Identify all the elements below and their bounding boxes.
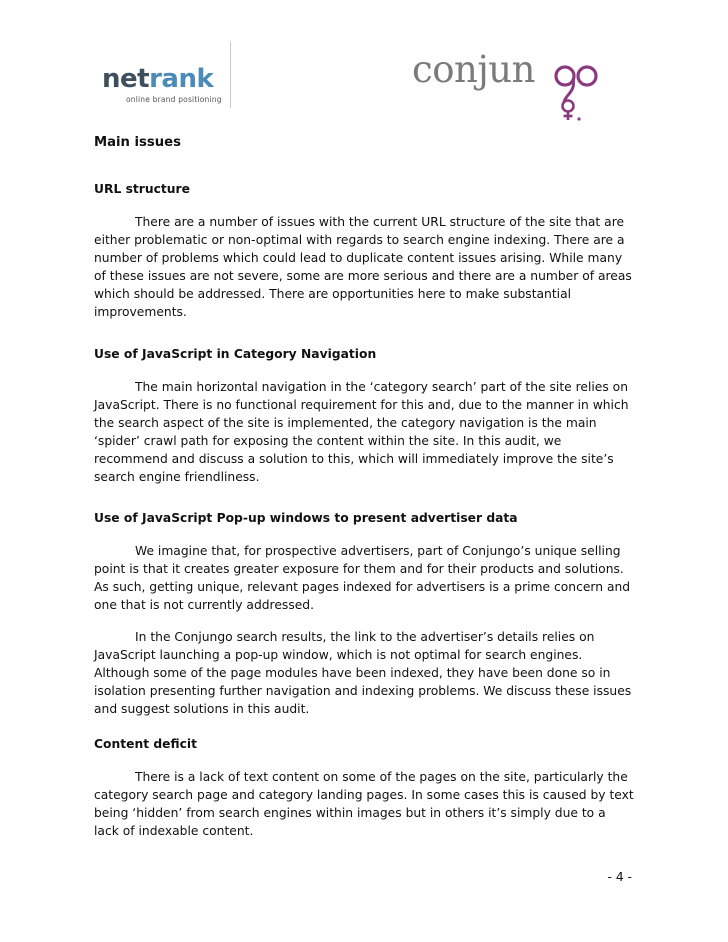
section-paragraph: In the Conjungo search results, the link to the advertiser’s details relies on JavaScript launching a pop-up window, which is not optimal for search engines. Although some of the page modules have been indexed, they have been done so in isolation presenting further navigation and indexing problems. We discuss these issues and suggest solutions in this audit. [94, 630, 632, 716]
section-paragraph: The main horizontal navigation in the ‘category search’ part of the site relies on JavaScript. There is no functional requirement for this and, due to the manner in which the search aspect of the site is implemented, the category navigation is the main ‘spider’ crawl path for exposing the content within the site. In this audit, we recommend and discuss a solution to this, which will immediately improve the site’s search engine friendliness. [94, 380, 629, 484]
section-paragraph: There is a lack of text content on some of the pages on the site, particularly the category search page and category landing pages. In some cases this is caused by text being ‘hidden’ from search engines within images but in others it’s simply due to a lack of indexable content. [94, 770, 634, 838]
netrank-logo [102, 66, 222, 106]
netrank-tagline: online brand positioning [126, 95, 222, 104]
section-title: Use of JavaScript in Category Navigation [94, 347, 377, 361]
section-content-deficit [94, 735, 634, 840]
section-javascript-category-navigation [94, 345, 634, 486]
main-heading: Main issues [94, 135, 181, 150]
section-paragraph: We imagine that, for prospective advertisers, part of Conjungo’s unique selling point is that it creates greater exposure for them and for their products and solutions. As such, getting unique, relevant pages indexed for advertisers is a prime concern and one that is not currently addressed. [94, 544, 631, 612]
header-divider [230, 42, 231, 108]
section-paragraph: There are a number of issues with the current URL structure of the site that are either problematic or non-optimal with regards to search engine indexing. There are a number of problems which could lead to duplicate content issues arising. While many of these issues are not severe, some are more serious and there are a number of areas which should be addressed. There are opportunities here to make substantial improvements. [94, 215, 632, 319]
section-url-structure [94, 180, 634, 321]
netrank-wordmark [102, 66, 213, 92]
section-javascript-popup-windows [94, 509, 634, 718]
section-title: Content deficit [94, 737, 197, 751]
conjungo-go-mark-icon [552, 56, 602, 124]
netrank-wordmark-net: net [102, 64, 150, 94]
netrank-wordmark-rank: rank [149, 64, 214, 94]
section-title: URL structure [94, 182, 190, 196]
page-number: - 4 - [607, 870, 632, 884]
section-title: Use of JavaScript Pop-up windows to present advertiser data [94, 511, 518, 525]
conjungo-wordmark: conjun [412, 48, 535, 91]
page-header [0, 0, 728, 130]
conjungo-logo [412, 48, 602, 124]
